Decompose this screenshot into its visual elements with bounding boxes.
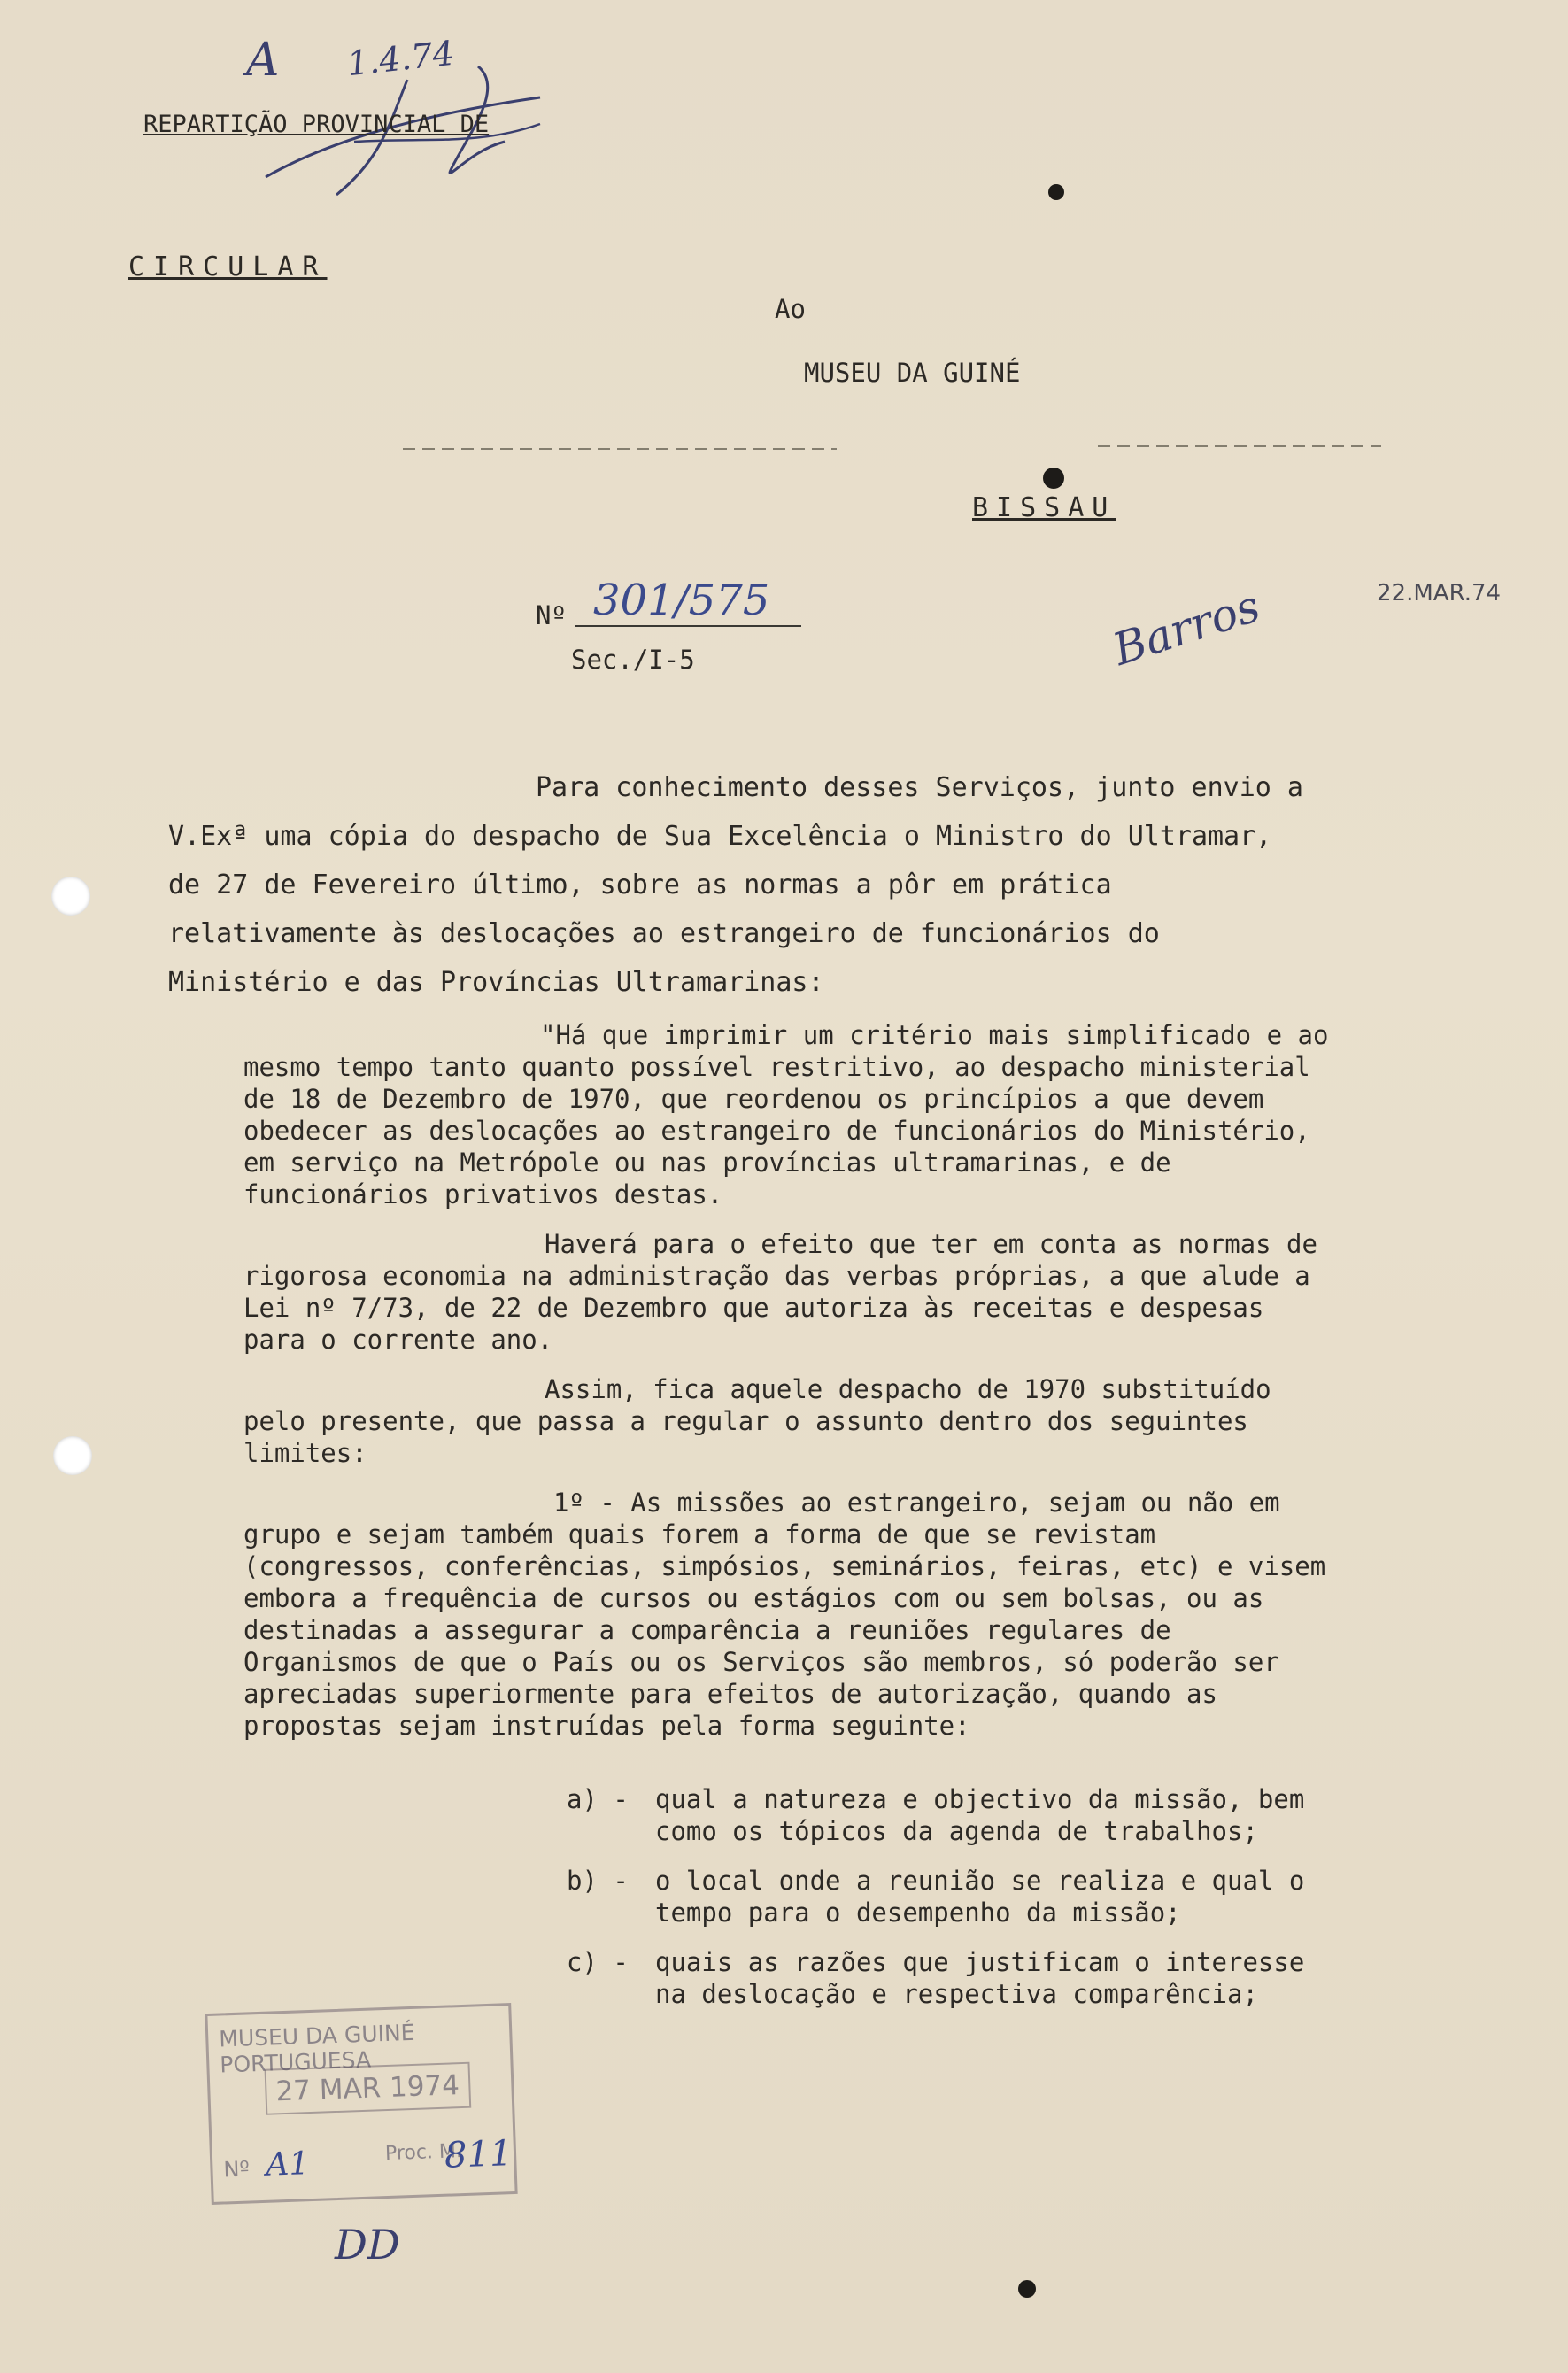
dotted-separator	[403, 448, 837, 450]
item-label: a) -	[567, 1784, 629, 1814]
list-item	[567, 1946, 1346, 2010]
item-text: quais as razões que justificam o interesse na deslocação e respectiva comparência;	[655, 1947, 1305, 2009]
handwritten-bottom-mark: DD	[335, 2221, 400, 2269]
intro-paragraph	[168, 763, 1319, 1007]
item-label: c) -	[567, 1947, 629, 1977]
handwritten-date: 1.4.74	[345, 33, 456, 84]
quote-paragraph-1: "Há que imprimir um critério mais simplificado e ao mesmo tempo tanto quanto possível restritivo, ao despacho ministerial de 18 de Dezembro de 1970, que reordenou os princípios a que devem obedecer as deslocações ao estrangeiro de funcionários do Ministério, em serviço na Metrópole ou nas províncias ultramarinas, e de funcionários privativos destas.	[243, 1020, 1329, 1210]
stamp-date: 27 MAR 1974	[265, 2062, 471, 2115]
addressee-prefix: Ao	[775, 294, 806, 324]
dotted-separator	[1098, 445, 1381, 447]
list-item	[567, 1865, 1346, 1929]
item-text: o local onde a reunião se realiza e qual o tempo para o desempenho da missão;	[655, 1866, 1305, 1928]
museum-receipt-stamp	[205, 2003, 517, 2205]
ink-dot	[1018, 2280, 1036, 2298]
addressee-city: BISSAU	[972, 492, 1116, 523]
ink-dot	[1048, 184, 1064, 200]
quote-paragraph-3: Assim, fica aquele despacho de 1970 substituído pelo presente, que passa a regular o assunto dentro dos seguintes limites:	[243, 1374, 1271, 1468]
item-text: qual a natureza e objectivo da missão, bem como os tópicos da agenda de trabalhos;	[655, 1784, 1305, 1846]
stamp-proc-value: 811	[444, 2133, 514, 2176]
reference-label: Nº	[536, 600, 567, 630]
document-type-title: CIRCULAR	[128, 251, 328, 282]
reference-section: Sec./I-5	[571, 645, 695, 675]
list-item	[567, 1783, 1346, 1847]
quote-paragraph-4: 1º - As missões ao estrangeiro, sejam ou não em grupo e sejam também quais forem a forma de que se revistam (congressos, conferências, simpósios, seminários, feiras, etc) e visem embora a frequência de cursos ou estágios com ou sem bolsas, ou as destinadas a assegurar a comparência a reuniões regulares de Organismos de que o País ou os Serviços são membros, só poderão ser apreciadas superiormente para efeitos de autorização, quando as propostas sejam instruídas pela forma seguinte:	[243, 1488, 1326, 1741]
intro-text: Para conhecimento desses Serviços, junto envio a V.Exª uma cópia do despacho de Sua Excelência o Ministro do Ultramar, de 27 de Fevereiro último, sobre as normas a pôr em prática relativamente às deslocações ao estrangeiro de funcionários do Ministério e das Províncias Ultramarinas:	[168, 772, 1303, 998]
ink-dot	[1043, 468, 1064, 489]
received-date-stamp: 22.MAR.74	[1377, 580, 1502, 607]
reference-underline	[575, 625, 801, 627]
punch-hole-top	[51, 877, 90, 916]
addressee-name: MUSEU DA GUINÉ	[804, 358, 1021, 388]
reference-number: 301/575	[593, 576, 770, 625]
item-label: b) -	[567, 1866, 629, 1896]
stamp-number-value: A1	[265, 2145, 310, 2184]
enumerated-items	[567, 1783, 1346, 2028]
stamp-number-label: Nº	[223, 2156, 251, 2183]
stamp-proc-label: Proc. M.	[384, 2140, 463, 2166]
quoted-dispatch	[243, 1019, 1332, 1759]
office-header: REPARTIÇÃO PROVINCIAL DE	[143, 111, 490, 138]
margin-signature: Barros	[1107, 580, 1266, 676]
punch-hole-bottom	[53, 1436, 92, 1475]
quote-paragraph-2: Haverá para o efeito que ter em conta as normas de rigorosa economia na administração das verbas próprias, a que alude a Lei nº 7/73, de 22 de Dezembro que autoriza às receitas e despesas para o corrente ano.	[243, 1229, 1317, 1355]
handwritten-initial: A	[246, 34, 280, 87]
stamp-institution: MUSEU DA GUINÉ PORTUGUESA	[218, 2019, 415, 2078]
